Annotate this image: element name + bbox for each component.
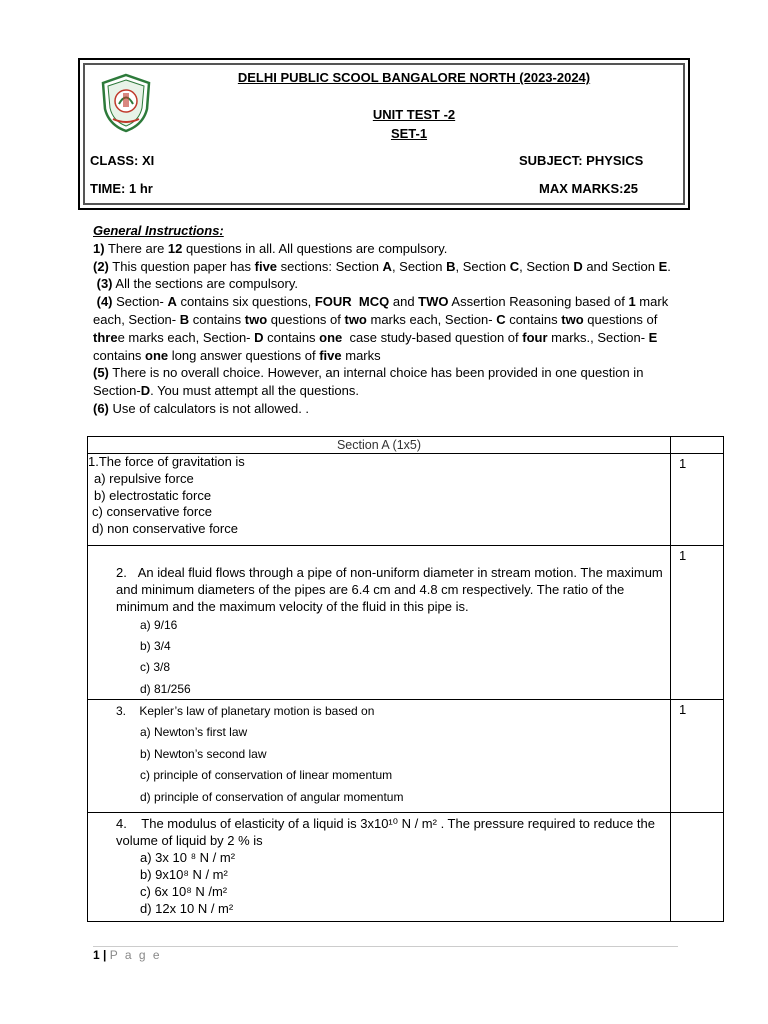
- page-label: P a g e: [109, 948, 162, 962]
- general-instructions: [93, 222, 678, 418]
- question-3-mark: 1: [671, 700, 724, 813]
- instruction-2: (2) This question paper has five sections: Section A, Section B, Section C, Section D and Section E.: [93, 258, 671, 274]
- instruction-3: (3) All the sections are compulsory.: [96, 276, 298, 292]
- max-marks-label: MAX MARKS:25: [539, 181, 638, 196]
- section-a-table: [87, 436, 724, 922]
- q2-option-d: d) 81/256: [140, 682, 191, 696]
- subject-label: SUBJECT: PHYSICS: [519, 153, 644, 168]
- school-name: DELHI PUBLIC SCOOL BANGALORE NORTH (2023-2024): [237, 70, 591, 85]
- q4-option-d: d) 12x 10 N / m²: [140, 901, 234, 916]
- question-2: [88, 546, 671, 700]
- q2-option-a: a) 9/16: [140, 618, 178, 632]
- instruction-4: (4) Section- A contains six questions, FOUR MCQ and TWO Assertion Reasoning based of 1 mark each, Section- B contains two questions of two marks each, Section- C contains two questions of three marks each, Section- D contains one case study-based question of four marks., Section- E contains one long answer questions of five marks: [93, 294, 669, 363]
- instructions-title: General Instructions:: [93, 223, 224, 238]
- q1-option-b: b) electrostatic force: [94, 487, 212, 503]
- time-label: TIME: 1 hr: [90, 181, 153, 196]
- question-4-number: 4.: [116, 816, 127, 831]
- q1-option-a: a) repulsive force: [94, 470, 194, 486]
- question-1: [88, 454, 671, 546]
- instruction-5: (5) There is no overall choice. However, an internal choice has been provided in one question in Section-D. You must attempt all the questions.: [93, 365, 644, 399]
- q3-option-c: c) principle of conservation of linear momentum: [140, 768, 393, 782]
- section-a-title: Section A (1x5): [88, 437, 671, 454]
- instruction-6: (6) Use of calculators is not allowed. .: [93, 400, 310, 416]
- test-title: UNIT TEST -2: [372, 107, 456, 122]
- question-3-text: 3. Kepler’s law of planetary motion is based on: [116, 704, 375, 718]
- q2-option-b: b) 3/4: [140, 639, 171, 653]
- q4-options: [140, 849, 235, 917]
- question-1-text: 1.The force of gravitation is: [88, 454, 245, 469]
- q2-option-c: c) 3/8: [140, 660, 171, 674]
- class-label: CLASS: XI: [90, 153, 155, 168]
- q1-option-c: c) conservative force: [92, 504, 212, 520]
- q3-option-d: d) principle of conservation of angular momentum: [140, 790, 404, 804]
- instruction-1: 1) There are 12 questions in all. All questions are compulsory.: [93, 240, 448, 256]
- question-4-mark: [671, 813, 724, 922]
- question-2-number: 2.: [116, 565, 127, 580]
- q3-option-b: b) Newton’s second law: [140, 747, 267, 761]
- question-3-number: 3.: [116, 704, 127, 718]
- header-box: [78, 58, 690, 210]
- section-a-mark-header: [671, 437, 724, 454]
- q3-option-a: a) Newton’s first law: [140, 725, 248, 739]
- q1-option-d: d) non conservative force: [92, 521, 238, 537]
- question-2-mark: 1: [671, 546, 724, 700]
- footer-divider: [93, 946, 678, 947]
- q4-option-b: b) 9x10⁸ N / m²: [140, 867, 228, 882]
- question-4-text: 4. The modulus of elasticity of a liquid is 3x10¹⁰ N / m² . The pressure required to reduce the volume of liquid by 2 % is: [116, 816, 655, 848]
- q4-option-a: a) 3x 10 ⁸ N / m²: [140, 850, 236, 865]
- header-inner: [83, 63, 685, 205]
- question-1-mark: 1: [671, 454, 724, 546]
- question-4: [88, 813, 671, 922]
- question-2-text: 2. An ideal fluid flows through a pipe of non-uniform diameter in stream motion. The maximum and minimum diameters of the pipes are 6.4 cm and 4.8 cm respectively. The ratio of the minimum and the maximum velocity of the fluid in this pipe is.: [116, 565, 663, 614]
- page-footer: [93, 948, 162, 962]
- page-separator: |: [103, 948, 107, 962]
- q4-option-c: c) 6x 10⁸ N /m²: [140, 884, 228, 899]
- page-number: 1: [93, 948, 100, 962]
- question-3: [88, 700, 671, 813]
- set-label: SET-1: [390, 126, 428, 141]
